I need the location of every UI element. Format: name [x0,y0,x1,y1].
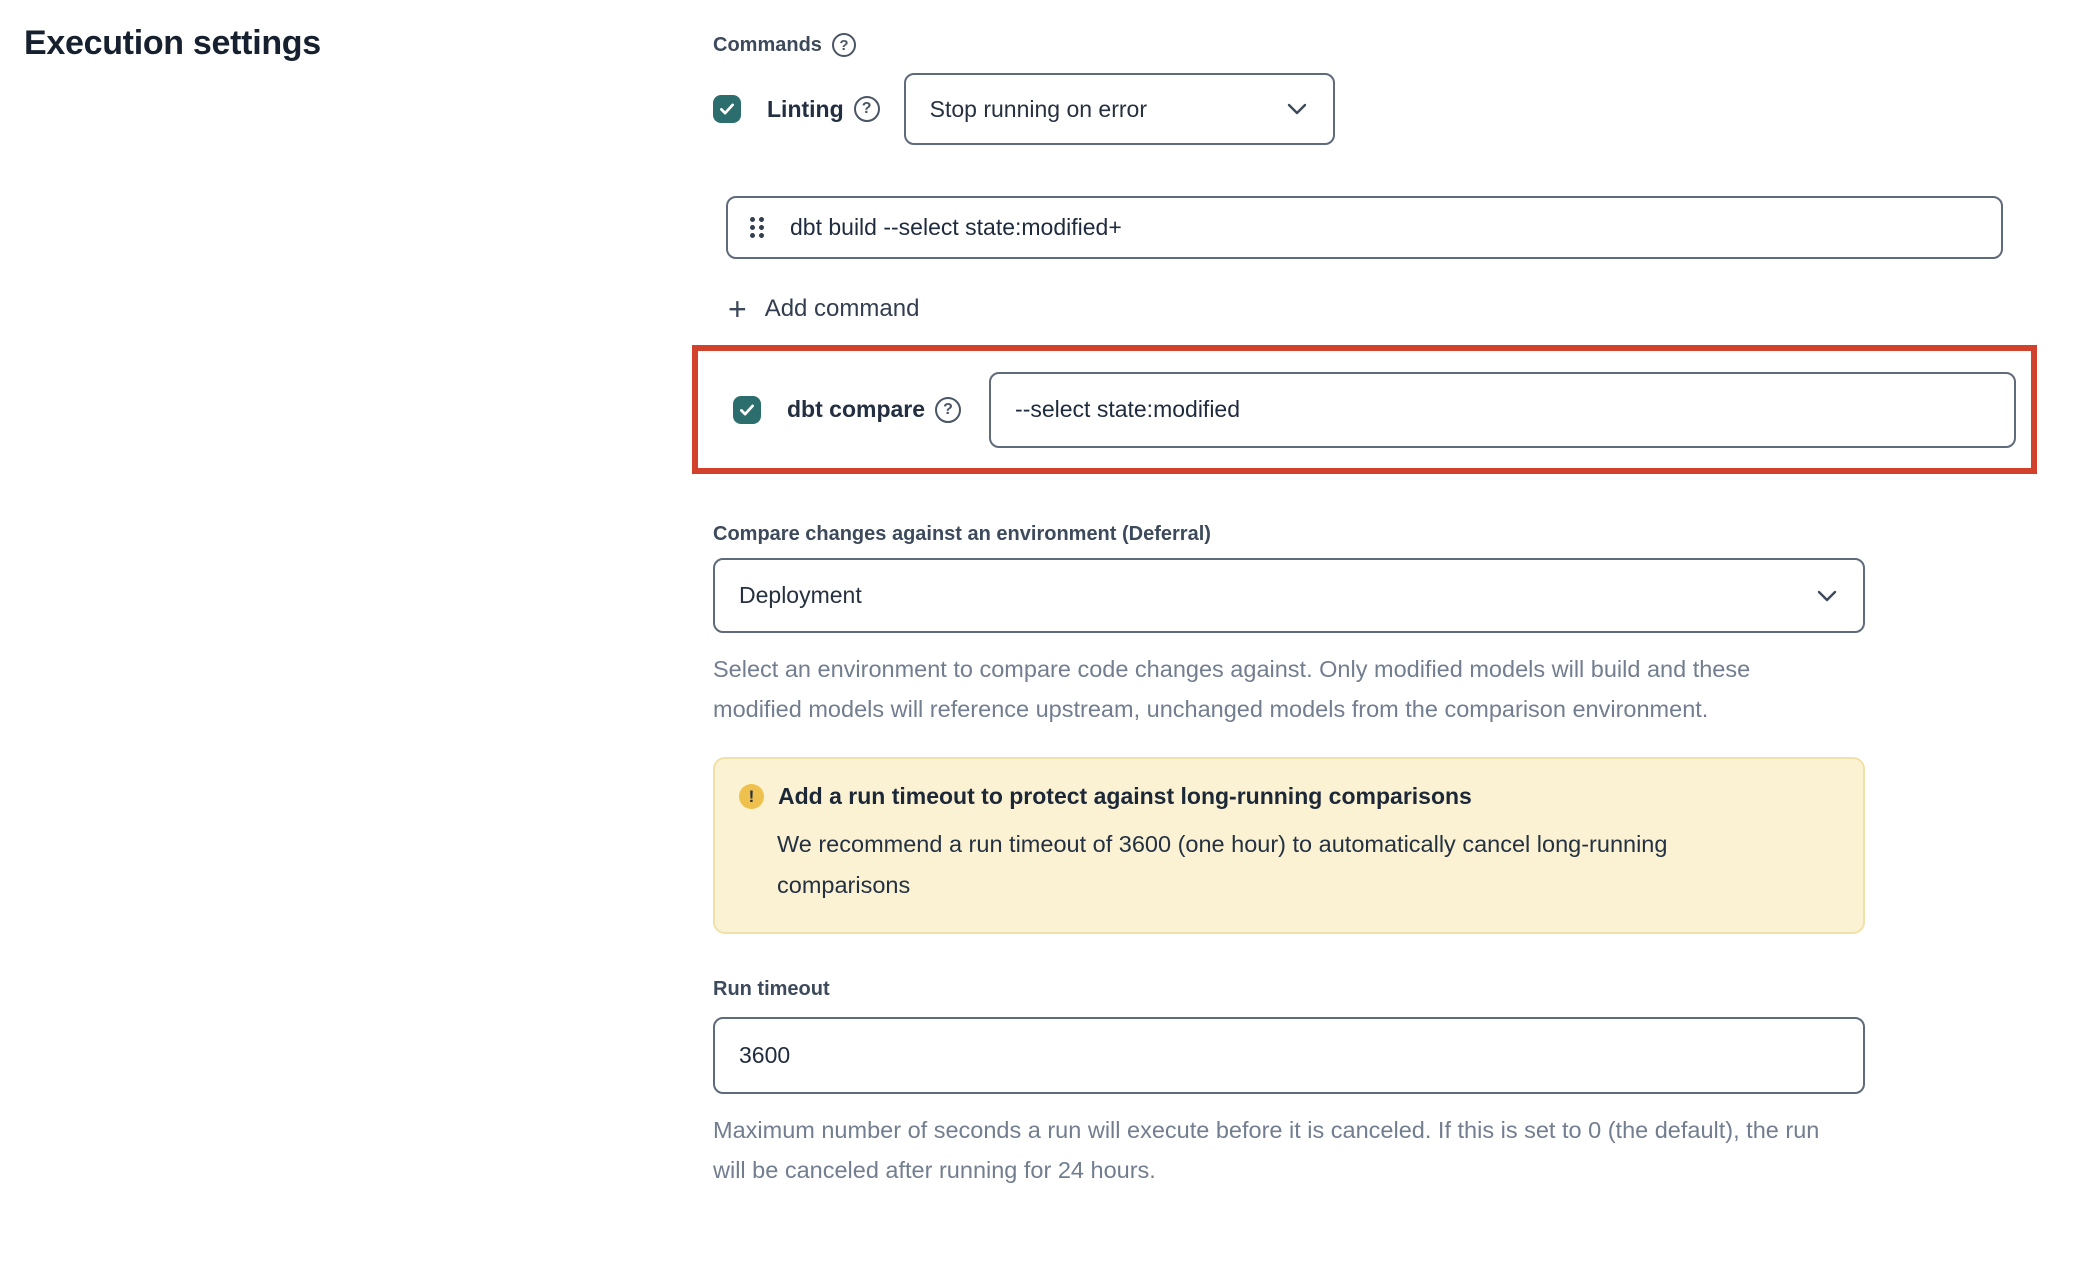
chevron-down-icon [1817,590,1837,602]
exclamation-circle-icon: ! [739,784,764,809]
warning-title-row [739,783,1833,810]
page-title: Execution settings [24,24,321,62]
linting-behavior-dropdown[interactable] [904,73,1335,145]
commands-label-row [713,33,2073,57]
warning-body: We recommend a run timeout of 3600 (one hour) to automatically cancel long-running comparisons [777,831,1668,898]
deferral-dropdown-value: Deployment [739,582,862,608]
execution-settings-form [713,33,2073,1190]
commands-label: Commands [713,33,822,56]
warning-title: Add a run timeout to protect against long-running comparisons [778,783,1472,809]
linting-dropdown-value: Stop running on error [929,95,1147,122]
linting-row [713,73,2073,145]
add-command-button[interactable] [728,293,919,325]
run-timeout-label: Run timeout [713,978,830,1000]
dbt-compare-label: dbt compare [787,396,926,422]
command-row [726,196,2003,259]
help-icon[interactable]: ? [854,96,880,122]
deferral-label: Compare changes against an environment (Deferral) [713,523,1211,545]
linting-label: Linting [767,95,844,122]
run-timeout-help-text: Maximum number of seconds a run will execute before it is canceled. If this is set to 0 (the default), the run will be canceled after running for 24 hours. [713,1117,1820,1183]
dbt-compare-args-input[interactable] [989,372,2016,448]
add-command-label: Add command [764,295,920,322]
deferral-help-text: Select an environment to compare code changes against. Only modified models will build and these modified models will reference upstream, unchanged models from the comparison environment. [713,656,1751,722]
command-input[interactable] [790,214,1983,241]
linting-checkbox[interactable] [713,95,741,123]
deferral-environment-dropdown[interactable] [713,558,1865,633]
run-timeout-input[interactable] [713,1017,1865,1094]
chevron-down-icon [1287,103,1307,115]
plus-icon: + [728,291,747,327]
checkmark-icon [718,100,736,118]
drag-handle-icon[interactable] [750,217,764,238]
help-icon[interactable]: ? [832,33,856,57]
run-timeout-warning-banner [713,757,1865,934]
checkmark-icon [738,401,756,419]
dbt-compare-checkbox[interactable] [733,396,761,424]
dbt-compare-highlight-box [692,345,2037,474]
help-icon[interactable]: ? [935,397,961,423]
